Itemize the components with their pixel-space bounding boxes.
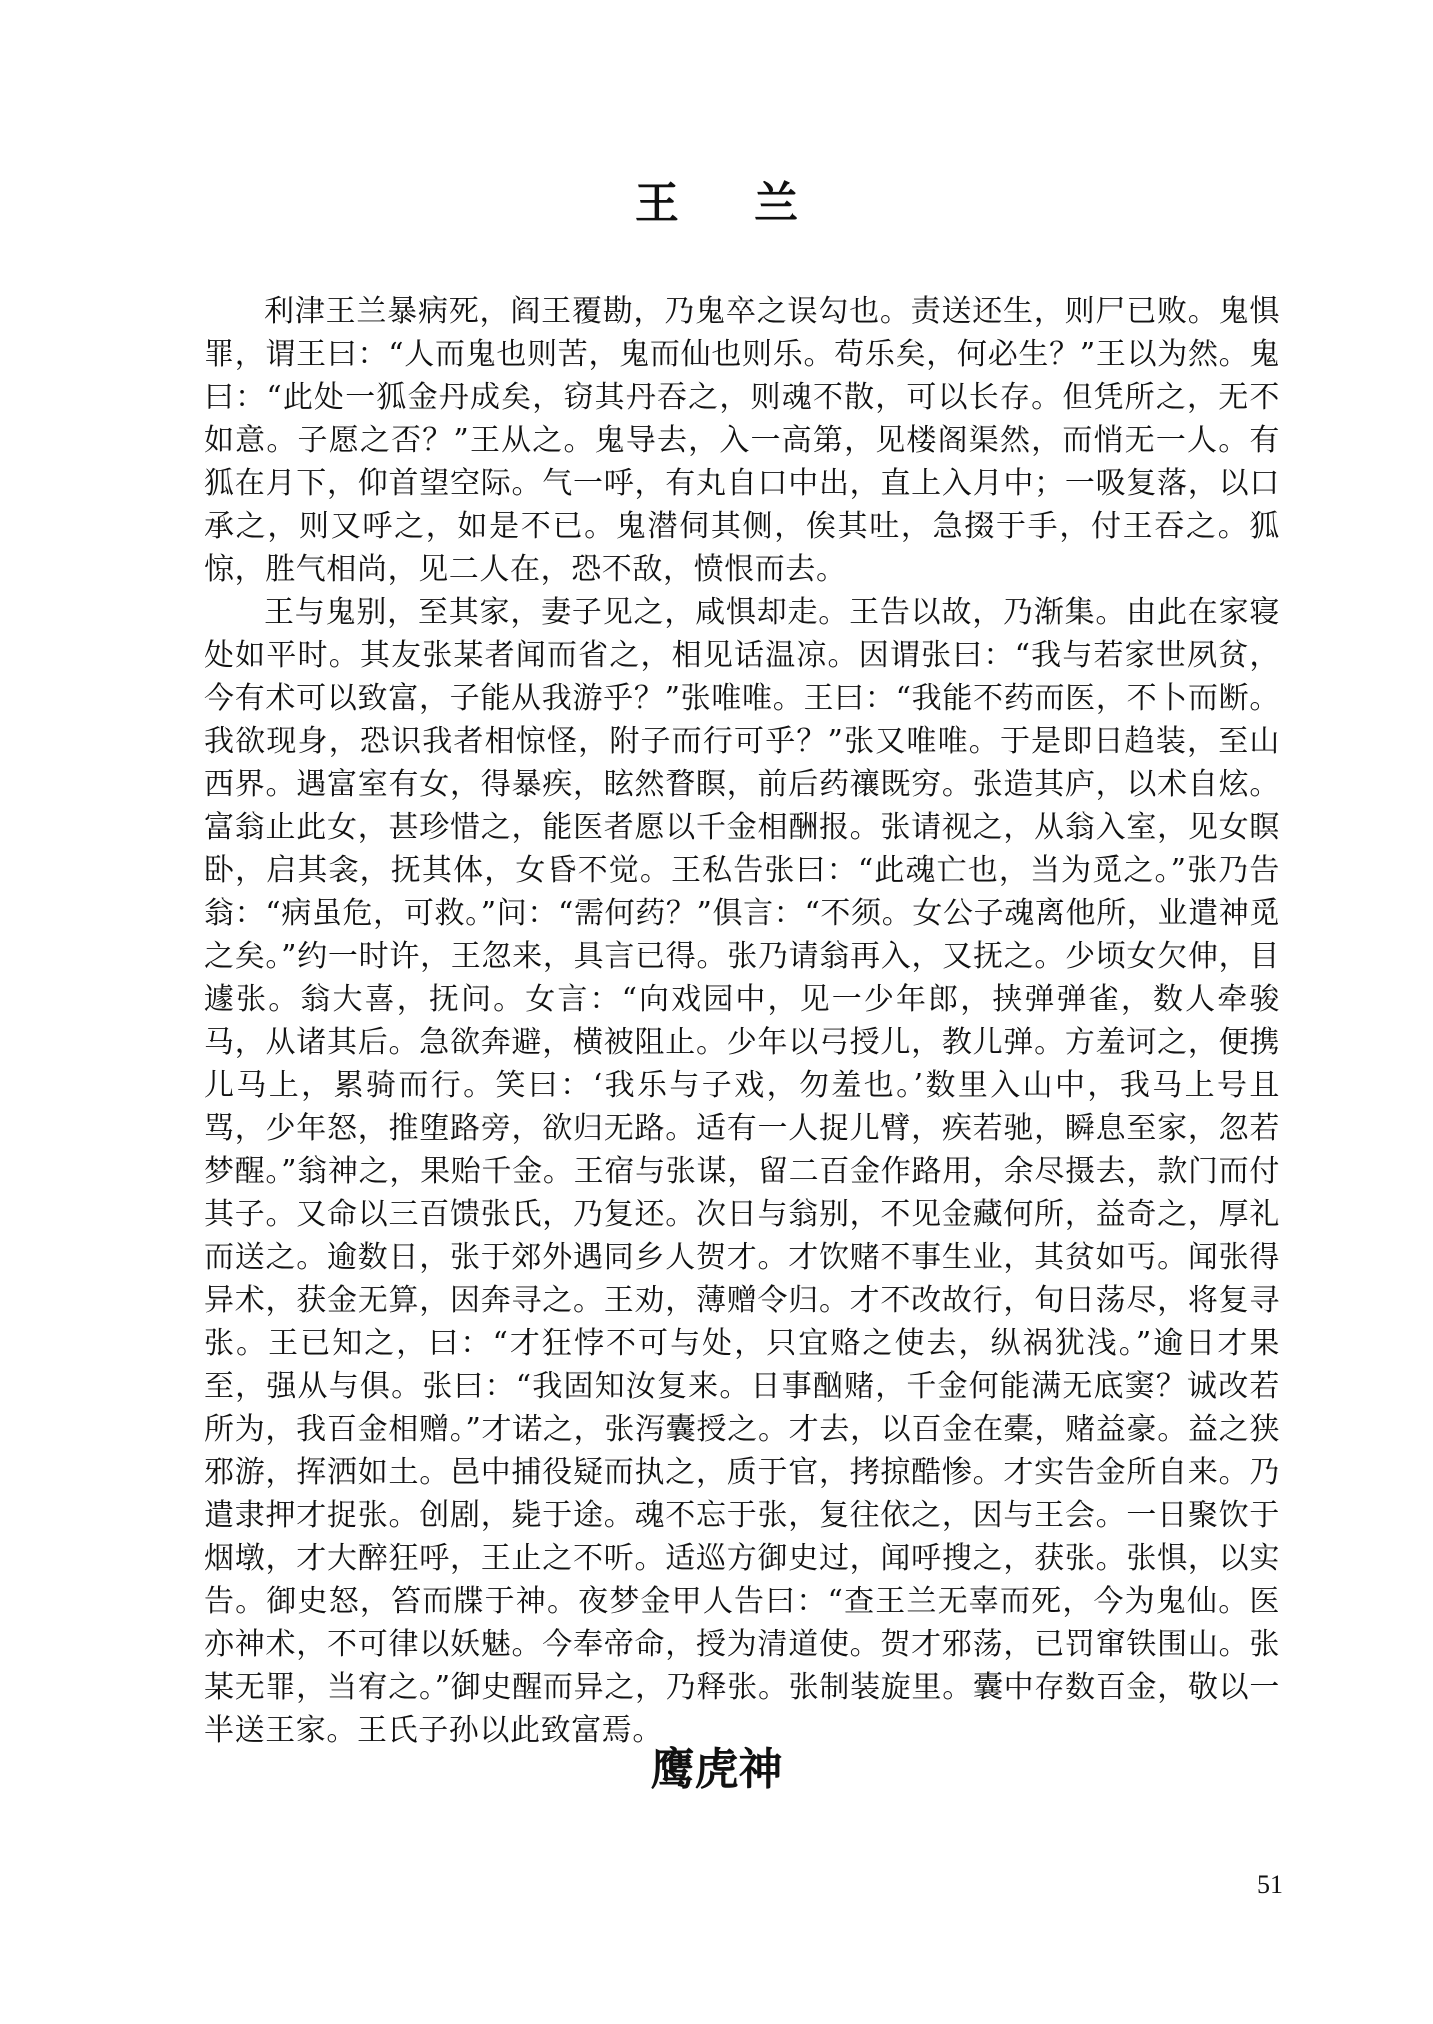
page-number: 51 xyxy=(1257,1870,1283,1899)
story-title-wang-lan: 王 兰 xyxy=(634,178,829,229)
story-title-ying-hu-shen: 鹰虎神 xyxy=(650,1744,783,1795)
story-body xyxy=(204,290,1280,1752)
paragraph-1: 利津王兰暴病死，阎王覆勘，乃鬼卒之误勾也。责送还生，则尸已败。鬼惧罪，谓王曰：“人而鬼也则苦，鬼而仙也则乐。苟乐矣，何必生？”王以为然。鬼曰：“此处一狐金丹成矣，窃其丹吞之，则魂不散，可以长存。但凭所之，无不如意。子愿之否？”王从之。鬼导去，入一高第，见楼阁渠然，而悄无一人。有狐在月下，仰首望空际。气一呼，有丸自口中出，直上入月中；一吸复落，以口承之，则又呼之，如是不已。鬼潜伺其侧，俟其吐，急掇于手，付王吞之。狐惊，胜气相尚，见二人在，恐不敌，愤恨而去。 xyxy=(204,294,1280,587)
paragraph-2: 王与鬼别，至其家，妻子见之，咸惧却走。王告以故，乃渐集。由此在家寝处如平时。其友张某者闻而省之，相见话温凉。因谓张曰：“我与若家世夙贫，今有术可以致富，子能从我游乎？”张唯唯。王曰：“我能不药而医，不卜而断。我欲现身，恐识我者相惊怪，附子而行可乎？”张又唯唯。于是即日趋装，至山西界。遇富室有女，得暴疾，眩然瞀瞑，前后药禳既穷。张造其庐，以术自炫。富翁止此女，甚珍惜之，能医者愿以千金相酬报。张请视之，从翁入室，见女瞑卧，启其衾，抚其体，女昏不觉。王私告张曰：“此魂亡也，当为觅之。”张乃告翁：“病虽危，可救。”问：“需何药？”俱言：“不须。女公子魂离他所，业遣神觅之矣。”约一时许，王忽来，具言已得。张乃请翁再入，又抚之。少顷女欠伸，目遽张。翁大喜，抚问。女言：“向戏园中，见一少年郎，挟弹弹雀，数人牵骏马，从诸其后。急欲奔避，横被阻止。少年以弓授儿，教儿弹。方羞诃之，便携儿马上，累骑而行。笑曰：‘我乐与子戏，勿羞也。’数里入山中，我马上号且骂，少年怒，推堕路旁，欲归无路。适有一人捉儿臂，疾若驰，瞬息至家，忽若梦醒。”翁神之，果贻千金。王宿与张谋，留二百金作路用，余尽摄去，款门而付其子。又命以三百馈张氏，乃复还。次日与翁别，不见金藏何所，益奇之，厚礼而送之。逾数日，张于郊外遇同乡人贺才。才饮赌不事生业，其贫如丐。闻张得异术，获金无算，因奔寻之。王劝，薄赠令归。才不改故行，旬日荡尽，将复寻张。王已知之，曰：“才狂悖不可与处，只宜赂之使去，纵祸犹浅。”逾日才果至，强从与俱。张曰：“我固知汝复来。日事酗赌，千金何能满无底窦？诚改若所为，我百金相赠。”才诺之，张泻囊授之。才去，以百金在橐，赌益豪。益之狭邪游，挥洒如土。邑中捕役疑而执之，质于官，拷掠酷惨。才实告金所自来。乃遣隶押才捉张。创剧，毙于途。魂不忘于张，复往依之，因与王会。一日聚饮于烟墩，才大醉狂呼，王止之不听。适巡方御史过，闻呼搜之，获张。张惧，以实告。御史怒，笞而牒于神。夜梦金甲人告曰：“查王兰无辜而死，今为鬼仙。医亦神术，不可律以妖魅。今奉帝命，授为清道使。贺才邪荡，已罚窜铁围山。张某无罪，当宥之。”御史醒而异之，乃释张。张制装旋里。囊中存数百金，敬以一半送王家。王氏子孙以此致富焉。 xyxy=(204,595,1280,1748)
